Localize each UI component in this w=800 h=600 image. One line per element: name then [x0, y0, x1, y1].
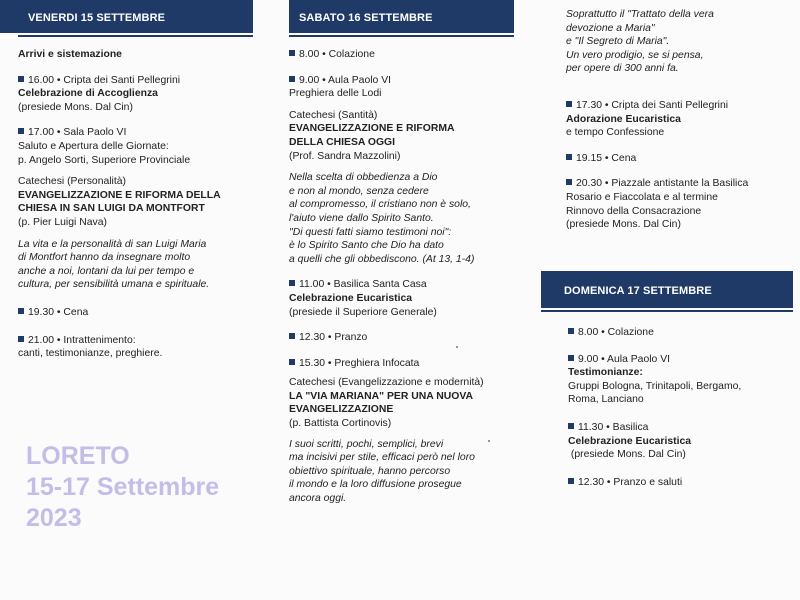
event-title: Celebrazione di Accoglienza: [18, 88, 158, 100]
catechesis-title-1: LA "VIA MARIANA" PER UNA NUOVA: [289, 390, 473, 402]
saturday-event-2: [289, 74, 514, 101]
quote-line: a quelli che gli obbediscono. (At 13, 1-4): [289, 253, 475, 265]
quote-line: per opere di 300 anni fa.: [566, 63, 679, 75]
sunday-event-2: [568, 353, 793, 407]
bullet-square-icon: [566, 101, 572, 107]
sunday-event-1: [568, 326, 793, 340]
quote-line: Nella scelta di obbedienza a Dio: [289, 172, 438, 184]
catechesis-title-1: EVANGELIZZAZIONE E RIFORMA DELLA: [18, 189, 221, 201]
event-title: Celebrazione Eucaristica: [289, 292, 413, 304]
event-line: (presiede Mons. Dal Cin): [566, 219, 681, 231]
bullet-square-icon: [568, 423, 574, 429]
event-title-dates: 15-17 Settembre: [26, 473, 220, 501]
event-time: 17.00 • Sala Paolo VI: [28, 127, 127, 139]
speck-mark: [456, 346, 458, 348]
event-title: Testimonianze:: [568, 367, 643, 379]
catechesis-title-2: DELLA CHIESA OGGI: [289, 136, 396, 148]
event-time: 11.30 • Basilica: [578, 421, 649, 433]
quote-line: ancora oggi.: [289, 493, 347, 505]
event-detail: e tempo Confessione: [566, 127, 665, 139]
catechesis-label: Catechesi (Santità): [289, 109, 378, 121]
event-time: 15.30 • Preghiera Infocata: [299, 357, 420, 369]
event-time: 12.30 • Pranzo: [299, 332, 368, 344]
saturday-event-1: [289, 48, 514, 62]
event-title-city: LORETO: [26, 442, 130, 470]
event-time: 16.00 • Cripta dei Santi Pellegrini: [28, 74, 181, 86]
friday-event-4: [18, 334, 253, 361]
friday-column: [18, 0, 253, 361]
quote-line: al compromesso, il cristiano non è solo,: [289, 199, 471, 211]
saturday-cont-events: [566, 99, 791, 232]
saturday-event-5: [289, 357, 514, 371]
friday-rule: [18, 35, 253, 37]
saturday-cont-event-1: [566, 99, 791, 140]
bullet-square-icon: [18, 308, 24, 314]
quote-line: il mondo e la loro diffusione prosegue: [289, 479, 462, 491]
sunday-events: [541, 326, 793, 489]
event-time: 8.00 • Colazione: [578, 327, 654, 338]
friday-quote: [18, 238, 253, 292]
sunday-rule: [541, 310, 793, 312]
speck-mark: [488, 440, 490, 442]
saturday-event-4: [289, 331, 514, 345]
event-time: 12.30 • Pranzo e saluti: [578, 476, 683, 488]
saturday-quote-2: [289, 438, 514, 506]
friday-event-1: [18, 74, 253, 115]
saturday-header: SABATO 16 SETTEMBRE: [289, 0, 514, 33]
quote-line: "Di questi fatti siamo testimoni noi":: [289, 226, 452, 238]
saturday-cont-event-2: [566, 152, 791, 166]
catechesis-title-1: EVANGELIZZAZIONE E RIFORMA: [289, 123, 455, 135]
catechesis-label: Catechesi (Personalità): [18, 176, 126, 188]
event-line: Gruppi Bologna, Trinitapoli, Bergamo,: [568, 380, 742, 392]
saturday-cont-event-3: [566, 177, 791, 231]
saturday-catechesis: [289, 109, 514, 163]
quote-line: e non al mondo, senza cedere: [289, 185, 429, 197]
quote-line: è lo Spirito Santo che Dio ha dato: [289, 240, 444, 252]
event-note: (presiede Mons. Dal Cin): [568, 449, 686, 461]
friday-catechesis: [18, 175, 253, 229]
bullet-square-icon: [289, 76, 295, 82]
sunday-header: DOMENICA 17 SETTEMBRE: [541, 271, 793, 308]
bullet-square-icon: [289, 280, 295, 286]
quote-line: I suoi scritti, pochi, semplici, brevi: [289, 438, 444, 450]
sunday-section: [541, 271, 793, 489]
bullet-square-icon: [566, 154, 572, 160]
sunday-event-3: [568, 421, 793, 462]
catechesis-title-2: CHIESA IN SAN LUIGI DA MONTFORT: [18, 203, 205, 215]
event-time: 8.00 • Colazione: [299, 49, 375, 60]
bullet-square-icon: [18, 128, 24, 134]
event-time: 19.15 • Cena: [576, 152, 637, 164]
quote-line: obiettivo spirituale, hanno percorso: [289, 465, 451, 477]
catechesis-speaker: (p. Pier Luigi Nava): [18, 216, 107, 228]
catechesis-speaker: (p. Battista Cortinovis): [289, 418, 392, 430]
catechesis-speaker: (Prof. Sandra Mazzolini): [289, 150, 401, 162]
quote-line: anche a noi, lontani da lui per tempo e: [18, 265, 195, 277]
event-time: 9.00 • Aula Paolo VI: [578, 353, 671, 365]
quote-line: di Montfort hanno da insegnare molto: [18, 252, 191, 264]
quote-line: La vita e la personalità di san Luigi Maria: [18, 238, 207, 250]
quote-line: devozione a Maria": [566, 22, 655, 34]
bullet-square-icon: [289, 50, 295, 56]
event-line: Roma, Lanciano: [568, 394, 644, 406]
event-detail: Preghiera delle Lodi: [289, 88, 382, 100]
bullet-square-icon: [18, 76, 24, 82]
catechesis-title-2: EVANGELIZZAZIONE: [289, 404, 394, 416]
event-time: 20.30 • Piazzale antistante la Basilica: [576, 178, 749, 190]
quote-line: ma incisivi per stile, efficaci però nel loro: [289, 452, 475, 464]
event-title-block: [26, 441, 219, 534]
event-title: Celebrazione Eucaristica: [568, 435, 692, 447]
bullet-square-icon: [289, 359, 295, 365]
bullet-square-icon: [568, 328, 574, 334]
friday-event-2: [18, 126, 253, 167]
event-time: 21.00 • Intrattenimento:: [28, 334, 136, 346]
saturday-quote: [289, 171, 514, 266]
event-title: Adorazione Eucaristica: [566, 113, 681, 125]
bullet-square-icon: [568, 478, 574, 484]
saturday-column: [289, 0, 514, 506]
quote-line: l'aiuto viene dallo Spirito Santo.: [289, 212, 434, 224]
event-line: p. Angelo Sorti, Superiore Provinciale: [18, 154, 191, 166]
sunday-event-4: [568, 476, 793, 490]
saturday-rule: [289, 35, 514, 37]
saturday-event-3: [289, 278, 514, 319]
quote-line: Un vero prodigio, se si pensa,: [566, 49, 704, 61]
bullet-square-icon: [566, 179, 572, 185]
bullet-square-icon: [18, 336, 24, 342]
saturday-cont-quote: [566, 8, 786, 76]
saturday-catechesis-2: [289, 376, 514, 430]
friday-header: VENERDI 15 SETTEMBRE: [0, 0, 253, 33]
catechesis-label: Catechesi (Evangelizzazione e modernità): [289, 377, 484, 389]
arrival-text: Arrivi e sistemazione: [18, 49, 122, 60]
event-time: 19.30 • Cena: [28, 306, 89, 318]
event-detail: canti, testimonianze, preghiere.: [18, 348, 163, 360]
arrival-item: [18, 48, 253, 62]
event-time: 9.00 • Aula Paolo VI: [299, 74, 392, 86]
event-note: (presiede il Superiore Generale): [289, 306, 437, 318]
bullet-square-icon: [289, 333, 295, 339]
friday-event-3: [18, 306, 253, 320]
quote-line: cultura, per sensibilità umana e spirituale.: [18, 279, 210, 291]
quote-line: Soprattutto il "Trattato della vera: [566, 9, 714, 20]
quote-line: e "Il Segreto di Maria".: [566, 36, 670, 48]
event-line: Saluto e Apertura delle Giornate:: [18, 140, 169, 152]
event-line: Rosario e Fiaccolata e al termine: [566, 191, 718, 203]
bullet-square-icon: [568, 355, 574, 361]
event-time: 11.00 • Basilica Santa Casa: [299, 279, 427, 291]
event-time: 17.30 • Cripta dei Santi Pellegrini: [576, 100, 729, 111]
event-note: (presiede Mons. Dal Cin): [18, 101, 133, 113]
event-title-year: 2023: [26, 504, 82, 532]
event-line: Rinnovo della Consacrazione: [566, 205, 702, 217]
